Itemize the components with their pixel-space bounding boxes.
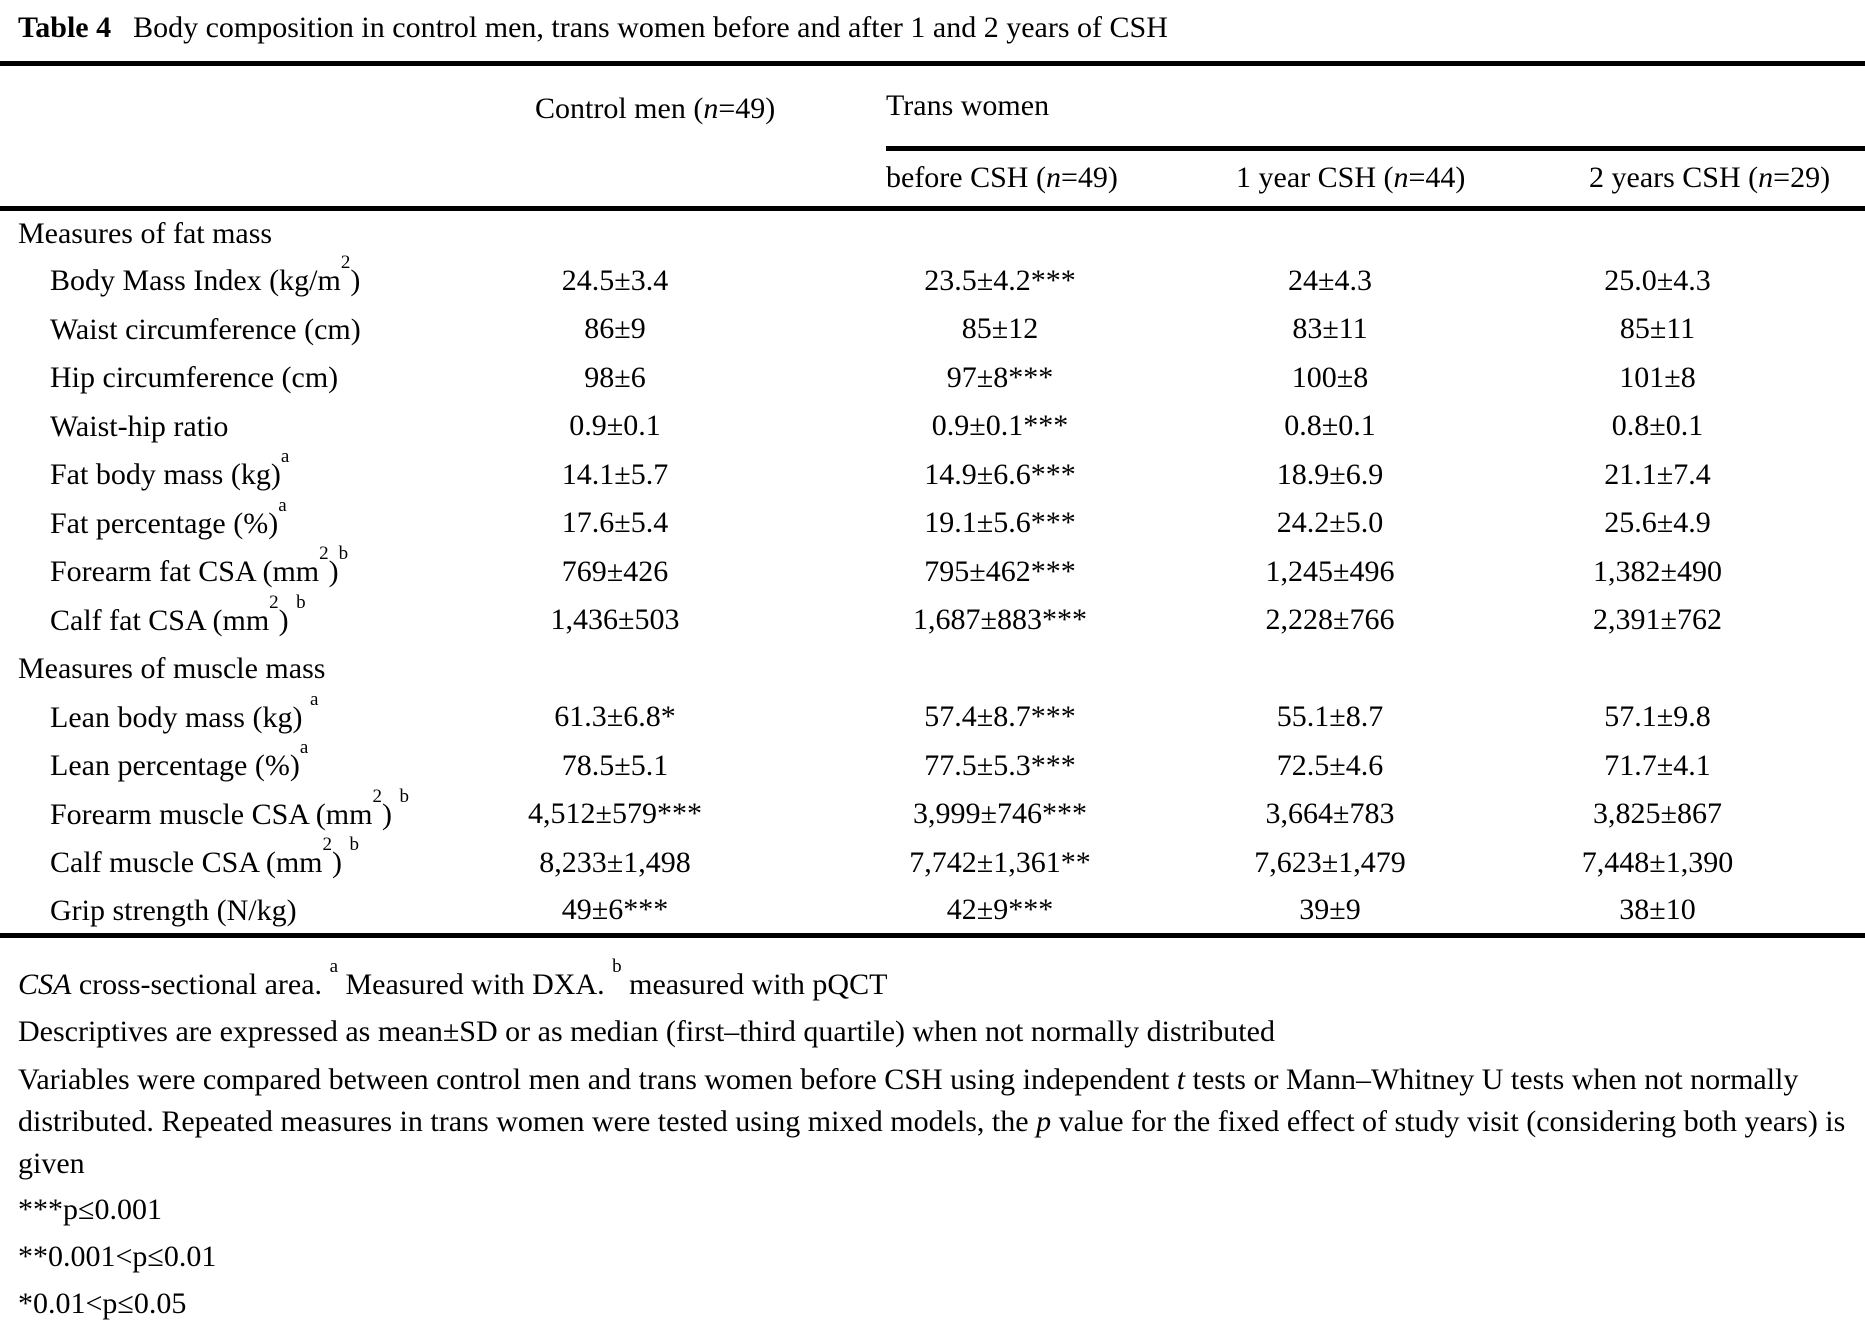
- label-text: Forearm muscle CSA (mm: [50, 797, 373, 831]
- header-row-subcolumns: [0, 151, 1865, 208]
- table-row-forearm-fat-csa: [0, 548, 1865, 597]
- cell-value: 98±6: [584, 360, 646, 394]
- superscript: 2: [319, 543, 329, 565]
- cell-value: 1,687±883***: [913, 603, 1087, 637]
- column-header-1-year-csh: [1210, 151, 1466, 208]
- header-text: 2 years CSH (: [1589, 161, 1759, 195]
- italic-n: n: [1393, 161, 1409, 195]
- spacer-cell: [440, 151, 790, 208]
- label-text: Fat body mass (kg): [50, 458, 281, 492]
- italic-n: n: [1758, 161, 1774, 195]
- cell-value: 7,448±1,390: [1581, 845, 1734, 879]
- cell-value: 17.6±5.4: [561, 506, 669, 540]
- italic-p: p: [1036, 1105, 1052, 1138]
- cell-value: 3,999±746***: [913, 797, 1087, 831]
- cell-value: 1,245±496: [1265, 554, 1395, 588]
- superscript: 2: [322, 834, 332, 856]
- table-row-waist-hip-ratio: [0, 402, 1865, 451]
- footnote-text: Variables were compared between control men and trans women before CSH using independent: [18, 1063, 1177, 1096]
- column-header-2-years-csh: [1450, 151, 1865, 208]
- cell-value: 71.7±4.1: [1604, 748, 1711, 782]
- cell-value: 3,825±867: [1593, 797, 1722, 831]
- cell-value: 86±9: [584, 312, 646, 346]
- superscript: a: [299, 737, 309, 759]
- superscript: 2: [269, 591, 279, 613]
- row-label: [0, 785, 440, 839]
- cell-value: 57.1±9.8: [1604, 700, 1711, 734]
- cell-value: 72.5±4.6: [1276, 748, 1384, 782]
- cell-value: 795±462***: [924, 554, 1076, 588]
- label-text: ): [381, 797, 400, 831]
- cell-value: 24.2±5.0: [1276, 506, 1384, 540]
- cell-value: 7,742±1,361**: [909, 845, 1091, 879]
- header-text: Trans women: [886, 89, 1050, 122]
- cell-value: 2,228±766: [1265, 603, 1395, 637]
- row-label: [0, 446, 440, 500]
- italic-t: t: [1176, 1063, 1186, 1096]
- cell-value: 85±12: [961, 312, 1039, 346]
- header-row-groups: [0, 64, 1865, 152]
- cell-value: 24±4.3: [1288, 263, 1372, 297]
- cell-value: 23.5±4.2***: [924, 263, 1076, 297]
- table-row-calf-muscle-csa: [0, 839, 1865, 888]
- superscript: a: [309, 688, 319, 710]
- label-text: Calf muscle CSA (mm: [50, 846, 323, 880]
- cell-value: 77.5±5.3***: [924, 748, 1076, 782]
- cell-value: 78.5±5.1: [561, 748, 669, 782]
- table-title-text: Body composition in control men, trans women before and after 1 and 2 years of CSH: [133, 11, 1168, 44]
- row-label: [0, 494, 440, 548]
- cell-value: 57.4±8.7***: [924, 700, 1076, 734]
- column-group-trans-women: [790, 64, 1865, 152]
- header-text: =49): [718, 91, 776, 125]
- significance-note-2-stars: **0.001<p≤0.01: [18, 1240, 217, 1273]
- header-text: =29): [1773, 161, 1831, 195]
- cell-value: 4,512±579***: [528, 797, 702, 831]
- footnote-text: tests or Mann–Whitney U tests when not normally distributed. Repeated measures in trans women were tested using mixed models, the: [18, 1063, 1799, 1138]
- significance-note-3-stars: ***p≤0.001: [18, 1193, 162, 1226]
- cell-value: 83±11: [1292, 312, 1368, 346]
- table-row-lean-body-mass: [0, 693, 1865, 742]
- row-label: [0, 402, 440, 451]
- column-header-control-men: [440, 64, 790, 152]
- row-label: [0, 591, 440, 645]
- label-text: Lean percentage (%): [50, 749, 300, 783]
- label-text: Waist-hip ratio: [50, 409, 229, 443]
- section-header: Measures of fat mass: [18, 216, 273, 250]
- cell-value: 101±8: [1619, 360, 1696, 394]
- trans-women-group-header: [886, 66, 1865, 151]
- row-label: [0, 887, 440, 936]
- header-text: =49): [1060, 161, 1118, 195]
- table-footnotes: [0, 938, 1865, 1324]
- cell-value: 25.0±4.3: [1604, 263, 1711, 297]
- header-text: before CSH (: [886, 161, 1046, 195]
- label-text: Body Mass Index (kg/m: [50, 264, 341, 298]
- footnote-text: value for the fixed effect of study visit (considering both years) is given: [18, 1105, 1846, 1180]
- table-number: Table 4: [18, 11, 112, 44]
- cell-value: 14.1±5.7: [561, 457, 669, 491]
- superscript: b: [399, 785, 409, 807]
- table-row-forearm-muscle-csa: [0, 790, 1865, 839]
- section-row-muscle-mass: [0, 645, 1865, 694]
- italic-csa: CSA: [18, 968, 72, 1001]
- cell-value: 1,436±503: [550, 603, 680, 637]
- label-text: ): [278, 603, 297, 637]
- section-row-fat-mass: [0, 208, 1865, 257]
- row-label: [0, 252, 440, 306]
- superscript: 2: [340, 252, 351, 274]
- cell-value: 19.1±5.6***: [924, 506, 1076, 540]
- table-row-calf-fat-csa: [0, 596, 1865, 645]
- cell-value: 49±6***: [440, 887, 790, 936]
- cell-value: 3,664±783: [1265, 797, 1395, 831]
- label-text: Lean body mass (kg): [50, 700, 310, 734]
- table-caption: [0, 8, 1865, 48]
- cell-value: 25.6±4.9: [1604, 506, 1711, 540]
- cell-value: 38±10: [1450, 887, 1865, 936]
- body-composition-table: [0, 61, 1865, 938]
- row-label: [0, 305, 440, 354]
- cell-value: 42±9***: [790, 887, 1210, 936]
- row-label: [0, 737, 440, 791]
- cell-value: 97±8***: [946, 360, 1054, 394]
- superscript: b: [349, 834, 359, 856]
- cell-value: 14.9±6.6***: [924, 457, 1076, 491]
- label-text: Calf fat CSA (mm: [50, 603, 270, 637]
- footnote-abbreviations: [18, 958, 1847, 1005]
- cell-value: 39±9: [1210, 887, 1450, 936]
- superscript: a: [278, 494, 287, 516]
- label-text: ): [332, 846, 350, 880]
- footnote-descriptives: Descriptives are expressed as mean±SD or as median (first–third quartile) when not normally distributed: [18, 1015, 1275, 1048]
- superscript: a: [280, 446, 290, 468]
- table-row-bmi: [0, 257, 1865, 306]
- table-row-fat-percentage: [0, 499, 1865, 548]
- superscript: b: [338, 543, 349, 565]
- footnote-text: Measured with DXA.: [338, 968, 613, 1001]
- spacer-cell: [0, 64, 440, 152]
- cell-value: 85±11: [1619, 312, 1696, 346]
- superscript: 2: [372, 785, 382, 807]
- label-text: Forearm fat CSA (mm: [50, 555, 320, 589]
- table-row-hip-circumference: [0, 354, 1865, 403]
- cell-value: 24.5±3.4: [561, 263, 669, 297]
- cell-value: 100±8: [1291, 360, 1369, 394]
- significance-note-1-star: *0.01<p≤0.05: [18, 1287, 187, 1320]
- table-row-grip-strength: [0, 887, 1865, 936]
- header-text: Control men (: [535, 91, 704, 125]
- italic-n: n: [703, 91, 719, 125]
- italic-n: n: [1045, 161, 1061, 195]
- cell-value: 0.8±0.1: [1284, 409, 1376, 443]
- cell-value: 55.1±8.7: [1276, 700, 1384, 734]
- row-label: [0, 688, 440, 742]
- table-row-lean-percentage: [0, 742, 1865, 791]
- footnote-text: measured with pQCT: [621, 968, 888, 1001]
- cell-value: 18.9±6.9: [1276, 457, 1384, 491]
- row-label: [0, 354, 440, 403]
- label-text: ): [328, 555, 339, 589]
- label-text: ): [350, 264, 361, 298]
- label-text: Grip strength (N/kg): [50, 893, 297, 927]
- section-header: Measures of muscle mass: [18, 651, 326, 685]
- superscript: b: [612, 956, 622, 977]
- footnote-methods: [18, 1059, 1847, 1185]
- footnote-text: cross-sectional area.: [71, 968, 330, 1001]
- cell-value: 0.9±0.1: [569, 409, 661, 443]
- header-text: =44): [1408, 161, 1466, 195]
- cell-value: 0.8±0.1: [1611, 409, 1704, 443]
- label-text: Fat percentage (%): [50, 506, 279, 540]
- spacer-cell: [0, 151, 440, 208]
- cell-value: 61.3±6.8*: [554, 700, 676, 734]
- table-row-fat-body-mass: [0, 451, 1865, 500]
- label-text: Waist circumference (cm): [50, 312, 361, 346]
- cell-value: 7,623±1,479: [1254, 845, 1406, 879]
- cell-value: 0.9±0.1***: [931, 409, 1069, 443]
- header-text: 1 year CSH (: [1236, 161, 1394, 195]
- column-header-before-csh: [790, 151, 1210, 208]
- cell-value: 21.1±7.4: [1604, 457, 1711, 491]
- table-row-waist-circumference: [0, 305, 1865, 354]
- cell-value: 2,391±762: [1593, 603, 1722, 637]
- cell-value: 769±426: [561, 554, 669, 588]
- superscript: a: [329, 956, 338, 977]
- row-label: [0, 834, 440, 888]
- cell-value: 8,233±1,498: [539, 845, 691, 879]
- cell-value: 1,382±490: [1593, 554, 1722, 588]
- label-text: Hip circumference (cm): [50, 361, 339, 395]
- row-label: [0, 543, 440, 597]
- superscript: b: [296, 591, 306, 613]
